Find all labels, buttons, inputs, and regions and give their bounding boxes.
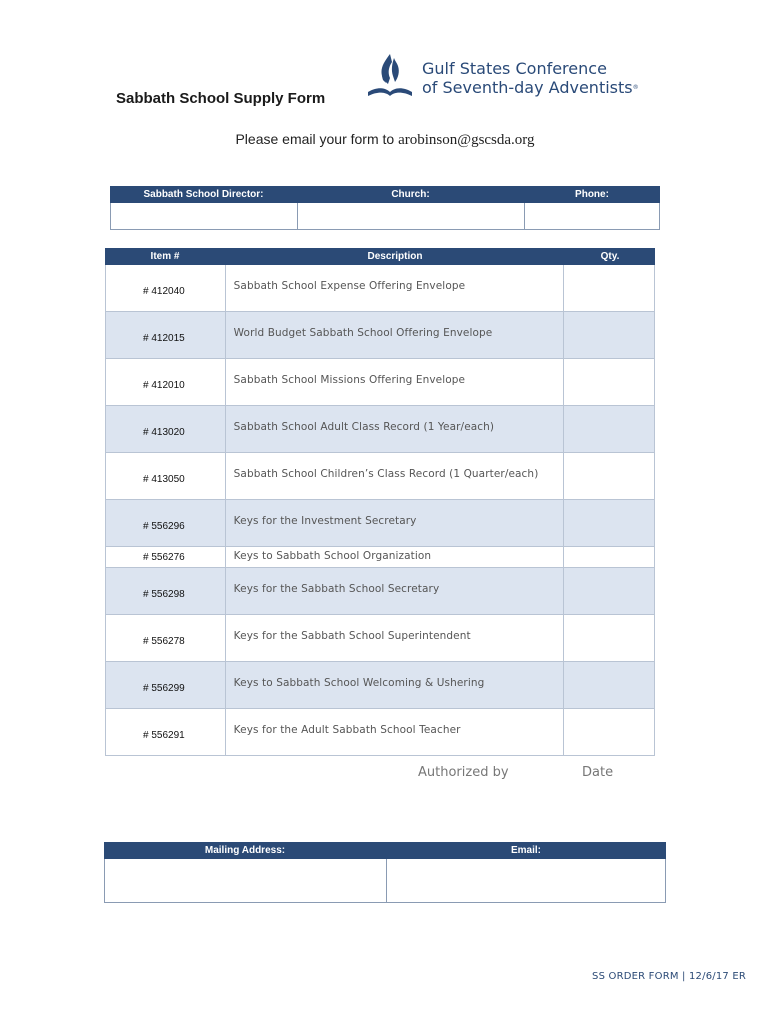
conference-logo bbox=[364, 52, 654, 102]
description-header: Description bbox=[367, 251, 423, 262]
mailing-address-header: Mailing Address: bbox=[204, 845, 286, 856]
item-number: # 412040 bbox=[106, 265, 226, 311]
director-header: Sabbath School Director: bbox=[143, 189, 264, 200]
item-description: Keys to Sabbath School Organization bbox=[226, 547, 565, 567]
item-number: # 556278 bbox=[106, 615, 226, 661]
table-row bbox=[105, 568, 655, 615]
mailing-table-row bbox=[104, 859, 666, 903]
qty-field[interactable] bbox=[564, 312, 654, 358]
qty-field[interactable] bbox=[564, 615, 654, 661]
items-table-header bbox=[105, 248, 655, 265]
email-prefix: Please email your form to bbox=[235, 131, 399, 147]
item-description: Sabbath School Missions Offering Envelope bbox=[226, 359, 565, 405]
flame-bible-icon bbox=[364, 52, 416, 100]
item-number: # 556296 bbox=[106, 500, 226, 546]
item-number: # 556299 bbox=[106, 662, 226, 708]
qty-field[interactable] bbox=[564, 453, 654, 499]
form-title: Sabbath School Supply Form bbox=[116, 90, 326, 107]
footer-label: SS ORDER FORM | 12/6/17 ER bbox=[592, 971, 746, 982]
item-description: Keys for the Investment Secretary bbox=[226, 500, 565, 546]
director-table-row bbox=[110, 203, 660, 230]
email-header: Email: bbox=[510, 845, 541, 856]
mailing-table-header bbox=[104, 842, 666, 859]
logo-line-1: Gulf States Conference bbox=[422, 59, 607, 78]
church-field[interactable] bbox=[298, 203, 525, 229]
item-number: # 412015 bbox=[106, 312, 226, 358]
mailing-table bbox=[104, 842, 666, 903]
item-description: Keys for the Sabbath School Secretary bbox=[226, 568, 565, 614]
table-row bbox=[105, 615, 655, 662]
table-row bbox=[105, 265, 655, 312]
item-number: # 413050 bbox=[106, 453, 226, 499]
item-number-header: Item # bbox=[150, 251, 180, 262]
director-field[interactable] bbox=[111, 203, 298, 229]
table-row bbox=[105, 406, 655, 453]
qty-field[interactable] bbox=[564, 265, 654, 311]
table-row bbox=[105, 312, 655, 359]
email-field[interactable] bbox=[387, 859, 665, 902]
qty-field[interactable] bbox=[564, 406, 654, 452]
phone-field[interactable] bbox=[525, 203, 659, 229]
table-row bbox=[105, 709, 655, 756]
registered-mark: ® bbox=[632, 84, 639, 91]
qty-field[interactable] bbox=[564, 359, 654, 405]
qty-field[interactable] bbox=[564, 662, 654, 708]
church-header: Church: bbox=[391, 189, 430, 200]
item-number: # 412010 bbox=[106, 359, 226, 405]
item-number: # 556276 bbox=[106, 547, 226, 567]
item-description: Keys to Sabbath School Welcoming & Ushering bbox=[226, 662, 565, 708]
qty-field[interactable] bbox=[564, 500, 654, 546]
item-number: # 556291 bbox=[106, 709, 226, 755]
table-row bbox=[105, 500, 655, 547]
phone-header: Phone: bbox=[575, 189, 609, 200]
item-description: Sabbath School Children’s Class Record (1 Quarter/each) bbox=[226, 453, 565, 499]
table-row bbox=[105, 359, 655, 406]
logo-line-2: of Seventh-day Adventists bbox=[422, 78, 633, 97]
date-label: Date bbox=[582, 765, 614, 780]
table-row bbox=[105, 453, 655, 500]
director-table bbox=[110, 186, 660, 230]
item-description: Sabbath School Expense Offering Envelope bbox=[226, 265, 565, 311]
item-description: Sabbath School Adult Class Record (1 Year/each) bbox=[226, 406, 565, 452]
table-row bbox=[105, 662, 655, 709]
email-address-link[interactable]: arobinson@gscsda.org bbox=[398, 132, 535, 148]
item-description: World Budget Sabbath School Offering Envelope bbox=[226, 312, 565, 358]
qty-field[interactable] bbox=[564, 568, 654, 614]
qty-field[interactable] bbox=[564, 709, 654, 755]
item-description: Keys for the Adult Sabbath School Teacher bbox=[226, 709, 565, 755]
item-number: # 413020 bbox=[106, 406, 226, 452]
items-table bbox=[105, 248, 655, 756]
qty-field[interactable] bbox=[564, 547, 654, 567]
qty-header: Qty. bbox=[600, 251, 620, 262]
director-table-header bbox=[110, 186, 660, 203]
email-instructions bbox=[0, 131, 770, 149]
item-description: Keys for the Sabbath School Superintendent bbox=[226, 615, 565, 661]
authorized-by-label: Authorized by bbox=[418, 765, 509, 780]
item-number: # 556298 bbox=[106, 568, 226, 614]
mailing-address-field[interactable] bbox=[105, 859, 387, 902]
table-row bbox=[105, 547, 655, 568]
